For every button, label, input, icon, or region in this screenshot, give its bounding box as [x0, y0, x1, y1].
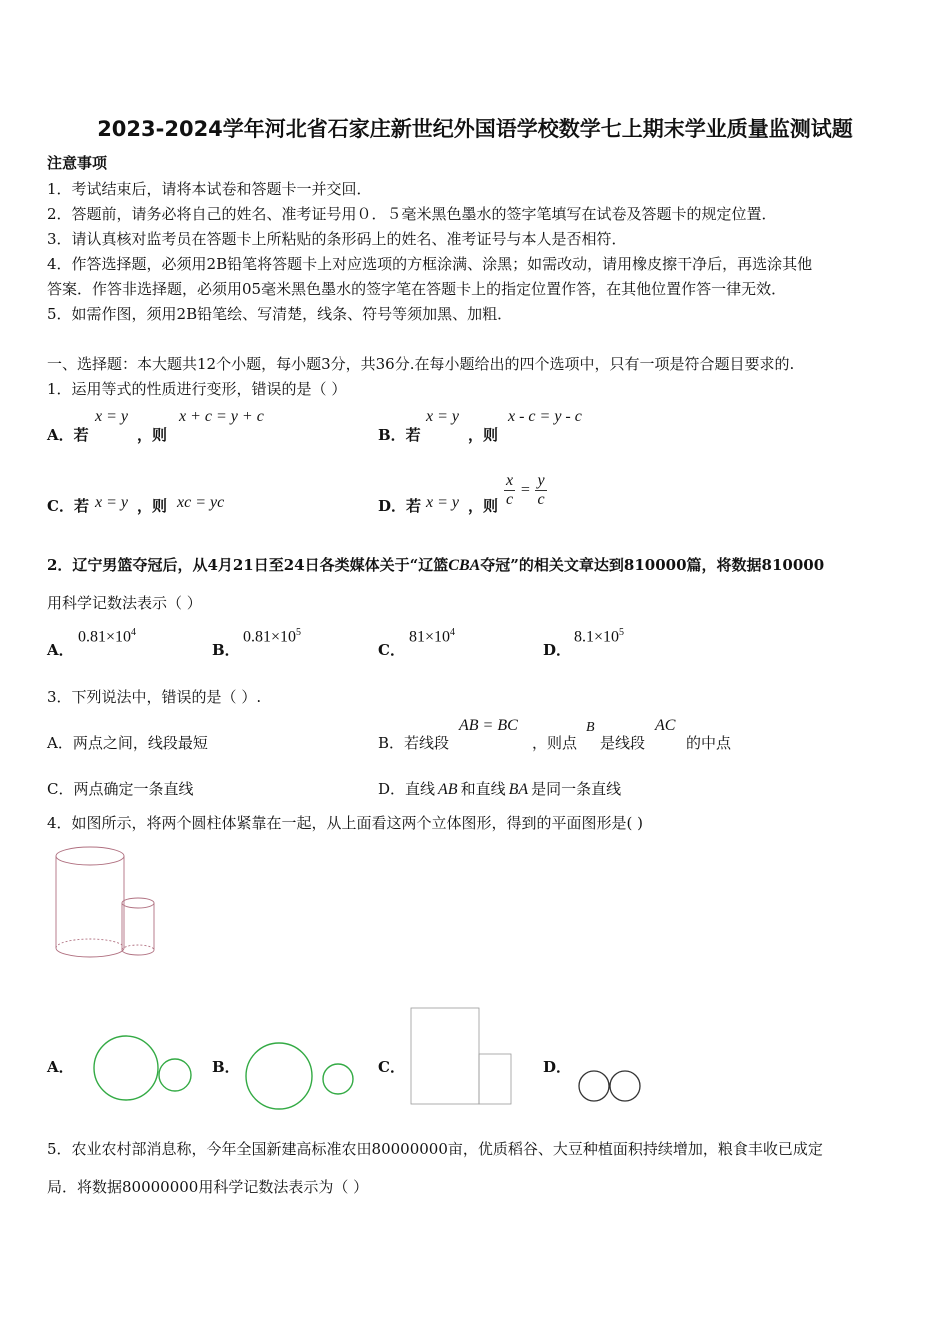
fraction: $\frac{y}{c}$: [537, 472, 545, 508]
q5-stem-cont: 局．将数据80000000用科学记数法表示为（ ）: [47, 1178, 369, 1196]
q1-option-b: B．若: [378, 426, 421, 444]
q5-stem: 5．农业农村部消息称，今年全国新建高标准农田80000000亩，优质稻谷、大豆种植面积持续增加，粮食丰收已成定: [47, 1140, 823, 1158]
q1-b-then: ，则: [468, 426, 499, 444]
q1-b-result: x - c = y - c: [508, 408, 582, 425]
q2-option-b-value: $0.81\times 10^5$: [243, 627, 302, 646]
notice-item: 答案．作答非选择题，必须用05毫米黑色墨水的签字笔在答题卡上的指定位置作答，在其他位置作答一律无效．: [47, 280, 787, 298]
q1-c-cond: x = y: [95, 494, 128, 511]
q3-stem: 3．下列说法中，错误的是（ ）.: [47, 688, 262, 706]
q1-stem: 1．运用等式的性质进行变形，错误的是（ ）: [47, 380, 347, 398]
q4-option-c-figure: [405, 1002, 517, 1108]
q1-a-result: x + c = y + c: [179, 408, 264, 425]
q2-option-c-label: C．: [378, 641, 405, 659]
small-cylinder-top: [122, 898, 154, 908]
q3-b-math: B: [586, 720, 595, 735]
q4-option-c-label: C．: [378, 1058, 405, 1076]
notice-item: 4．作答选择题，必须用2B铅笔将答题卡上对应选项的方框涂满、涂黑；如需改动，请用橡皮擦干净后，再选涂其他: [47, 255, 813, 273]
notice-item: 2．答题前，请务必将自己的姓名、准考证号用０．５毫米黑色墨水的签字笔填写在试卷及答题卡的规定位置．: [47, 205, 777, 223]
page-title: 2023-2024学年河北省石家庄新世纪外国语学校数学七上期末学业质量监测试题: [97, 117, 853, 141]
q4-option-b-figure: [240, 1038, 360, 1118]
q1-a-then: ，则: [137, 426, 168, 444]
q4-option-d-figure: [574, 1066, 646, 1106]
q3-b-text: 是线段: [600, 734, 646, 752]
q1-option-d: D．若: [378, 497, 422, 515]
q1-c-then: ，则: [137, 497, 168, 515]
q1-d-cond: x = y: [426, 494, 459, 511]
q3-option-a: A．两点之间，线段最短: [47, 734, 208, 752]
q2-option-d-value: $8.1\times 10^5$: [574, 627, 625, 646]
q1-a-cond: x = y: [95, 408, 128, 425]
q1-b-cond: x = y: [426, 408, 459, 425]
q3-option-d: D．直线 AB 和直线 BA 是同一条直线: [378, 780, 622, 798]
notice-heading: 注意事项: [47, 154, 108, 172]
big-cylinder-top: [56, 847, 124, 865]
section-heading: 一、选择题：本大题共12个小题，每小题3分，共36分.在每小题给出的四个选项中，只有一项是符合题目要求的.: [47, 355, 795, 373]
q2-option-a-value: $0.81\times 10^4$: [78, 627, 137, 646]
q3-b-text: ，则点: [532, 734, 578, 752]
q2-option-b-label: B．: [212, 641, 240, 659]
q2-option-d-label: D．: [543, 641, 572, 659]
q4-option-a-figure: [90, 1030, 200, 1110]
q3-option-b: B．若线段: [378, 734, 450, 752]
q1-d-result: $\frac{x}{c}$ = $\frac{y}{c}$: [506, 472, 545, 508]
q3-b-math: AB = BC: [459, 717, 518, 734]
cylinders-figure: [50, 842, 160, 962]
q3-b-math: AC: [655, 717, 676, 734]
notice-item: 1．考试结束后，请将本试卷和答题卡一并交回．: [47, 180, 372, 198]
q2-option-a-label: A．: [47, 641, 74, 659]
q2-option-c-value: $81\times 10^4$: [409, 627, 456, 646]
fraction: $\frac{x}{c}$: [506, 472, 514, 508]
q1-option-a: A．若: [47, 426, 89, 444]
q3-b-text: 的中点: [686, 734, 732, 752]
q1-d-then: ，则: [468, 497, 499, 515]
q4-option-d-label: D．: [543, 1058, 572, 1076]
q3-option-c: C．两点确定一条直线: [47, 780, 194, 798]
q2-stem: 2．辽宁男篮夺冠后，从4月21日至24日各类媒体关于“辽篮CBA夺冠”的相关文章达到810000篇，将数据810000: [47, 556, 825, 574]
q2-stem-cont: 用科学记数法表示（ ）: [47, 594, 202, 612]
q1-option-c: C．若: [47, 497, 89, 515]
q4-option-a-label: A．: [47, 1058, 74, 1076]
q4-option-b-label: B．: [212, 1058, 240, 1076]
q1-c-result: xc = yc: [177, 494, 225, 511]
notice-item: 3．请认真核对监考员在答题卡上所粘贴的条形码上的姓名、准考证号与本人是否相符．: [47, 230, 627, 248]
q4-stem: 4．如图所示，将两个圆柱体紧靠在一起，从上面看这两个立体图形，得到的平面图形是( ): [47, 814, 644, 832]
notice-item: 5．如需作图，须用2B铅笔绘、写清楚，线条、符号等须加黑、加粗．: [47, 305, 513, 323]
